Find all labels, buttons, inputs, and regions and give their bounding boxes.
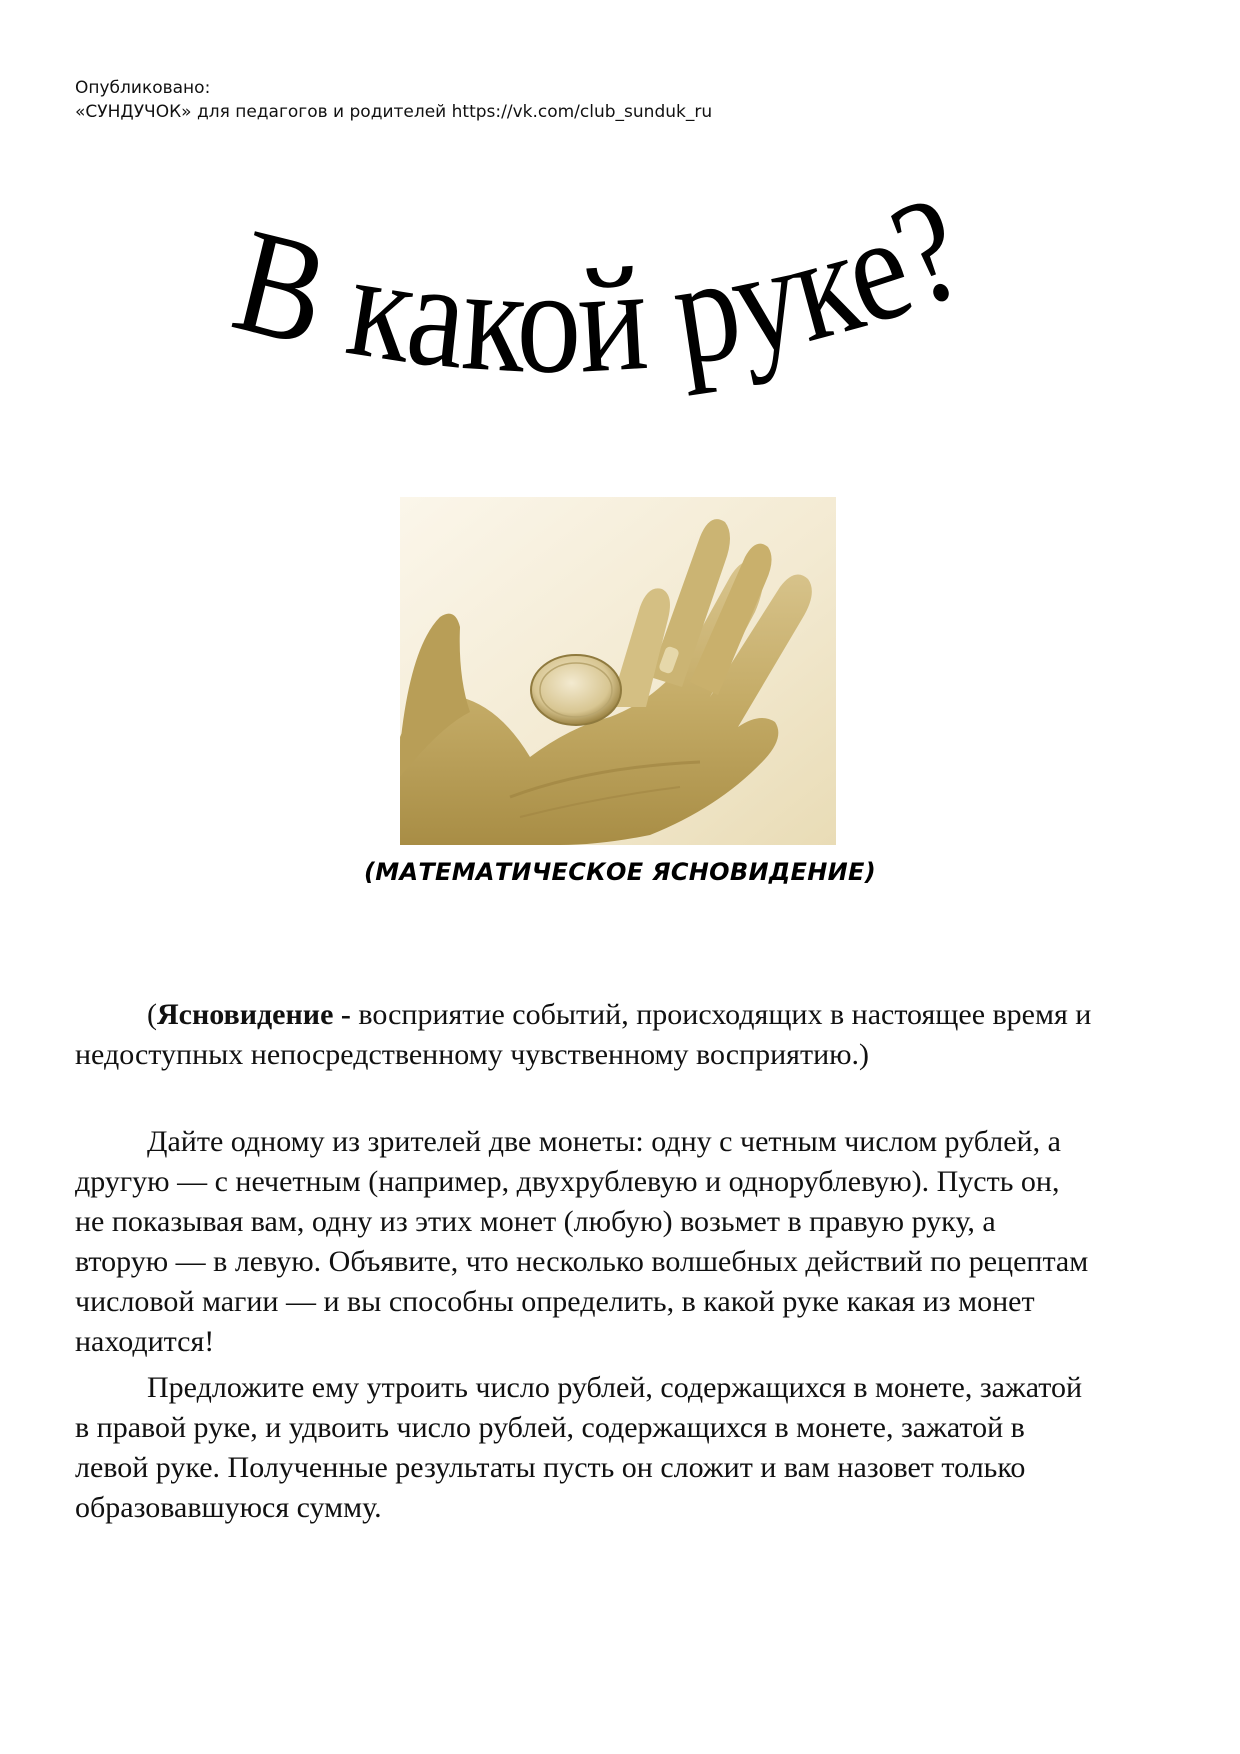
page-title: В какой руке? — [220, 160, 994, 405]
publication-note — [75, 76, 712, 124]
calculation-paragraph — [75, 1368, 1095, 1528]
definition-text: восприятие событий, происходящих в настоящее время и недоступных непосредственному чувственному восприятию.) — [75, 998, 1092, 1071]
hand-with-coin-image — [400, 497, 836, 845]
title-wordart — [0, 130, 1240, 490]
definition-term: Ясновидение - — [157, 998, 351, 1031]
definition-open-paren: ( — [147, 998, 157, 1031]
published-label: Опубликовано: — [75, 78, 211, 98]
subtitle: (МАТЕМАТИЧЕСКОЕ ЯСНОВИДЕНИЕ) — [364, 858, 876, 886]
definition-paragraph — [75, 995, 1095, 1075]
paragraph-coins: Дайте одному из зрителей две монеты: одну с четным числом рублей, а другую — с нечетным (например, двухрублевую и однорублевую). Пусть он, не показывая вам, одну из этих монет (любую) возьмет в правую руку, а вторую — в левую. Объявите, что несколько волшебных действий по рецептам числовой магии — и вы способны определить, в какой руке какая из монет находится! — [75, 1125, 1089, 1358]
published-source: «СУНДУЧОК» для педагогов и родителей https://vk.com/club_sunduk_ru — [75, 102, 713, 122]
instructions-paragraph — [75, 1122, 1095, 1362]
paragraph-calculation: Предложите ему утроить число рублей, содержащихся в монете, зажатой в правой руке, и удвоить число рублей, содержащихся в монете, зажатой в левой руке. Полученные результаты пусть он сложит и вам назовет только образовавшуюся сумму. — [75, 1371, 1083, 1524]
